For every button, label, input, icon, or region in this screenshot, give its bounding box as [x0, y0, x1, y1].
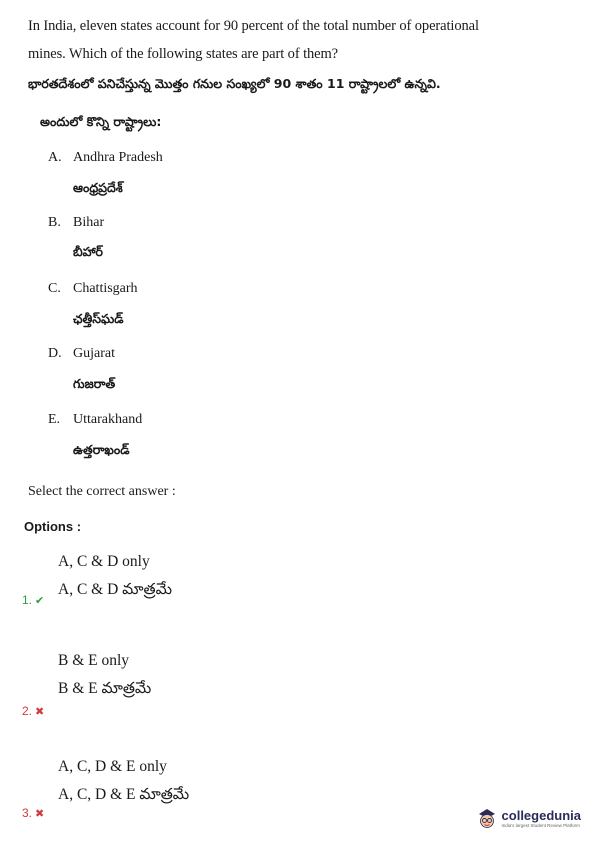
item-letter: E. [48, 412, 61, 427]
option-number [22, 806, 44, 820]
item-telugu: గుజరాత్ [73, 376, 116, 391]
item-english: Bihar [73, 215, 105, 230]
item-letter: A. [48, 150, 62, 165]
question-line-2: mines. Which of the following states are part of them? [28, 46, 339, 62]
item-letter: C. [48, 281, 61, 296]
question-telugu-line: భారతదేశంలో పనిచేస్తున్న మొత్తం గనుల సంఖ్యలో 90 శాతం 11 రాష్ట్రాలలో ఉన్నవి. [28, 76, 441, 91]
list-item [0, 215, 595, 265]
option-number-label: 1. [22, 593, 33, 607]
list-item [0, 281, 595, 331]
item-telugu: బీహార్ [73, 244, 103, 259]
option-telugu: B & E మాత్రమే [58, 680, 152, 697]
list-item [0, 346, 595, 396]
item-english: Uttarakhand [73, 412, 143, 427]
option-english: A, C & D only [58, 553, 150, 570]
option-2[interactable] [0, 650, 595, 720]
cross-icon: ✖ [35, 808, 45, 820]
item-english: Chattisgarh [73, 281, 138, 296]
logo-tagline: India's largest Student Review Platform [501, 823, 580, 828]
cross-icon: ✖ [35, 706, 45, 718]
option-telugu: A, C, D & E మాత్రమే [58, 786, 190, 803]
collegedunia-logo [476, 806, 581, 830]
item-letter: D. [48, 346, 62, 361]
item-telugu: ఛత్తీస్‌ఘడ్ [73, 311, 124, 326]
item-telugu: ఆంధ్రప్రదేశ్ [73, 180, 123, 195]
item-english: Gujarat [73, 346, 115, 361]
options-heading: Options : [24, 519, 82, 534]
option-number [22, 593, 44, 607]
list-item [0, 150, 595, 200]
student-mascot-icon [476, 806, 498, 830]
select-answer-prompt: Select the correct answer : [28, 484, 176, 499]
check-icon: ✔ [35, 595, 45, 607]
item-telugu: ఉత్తరాఖండ్ [73, 442, 130, 457]
option-number [22, 704, 44, 718]
logo-name: collegedunia [501, 808, 581, 823]
option-telugu: A, C & D మాత్రమే [58, 581, 172, 598]
option-number-label: 2. [22, 704, 33, 718]
option-1[interactable] [0, 550, 595, 610]
option-number-label: 3. [22, 806, 33, 820]
list-item [0, 412, 595, 462]
option-english: A, C, D & E only [58, 758, 167, 775]
question-telugu-sub: అందులో కొన్ని రాష్ట్రాలు: [40, 114, 162, 129]
question-line-1: In India, eleven states account for 90 percent of the total number of operational [28, 18, 479, 34]
option-english: B & E only [58, 652, 130, 669]
item-letter: B. [48, 215, 61, 230]
item-english: Andhra Pradesh [73, 150, 163, 165]
